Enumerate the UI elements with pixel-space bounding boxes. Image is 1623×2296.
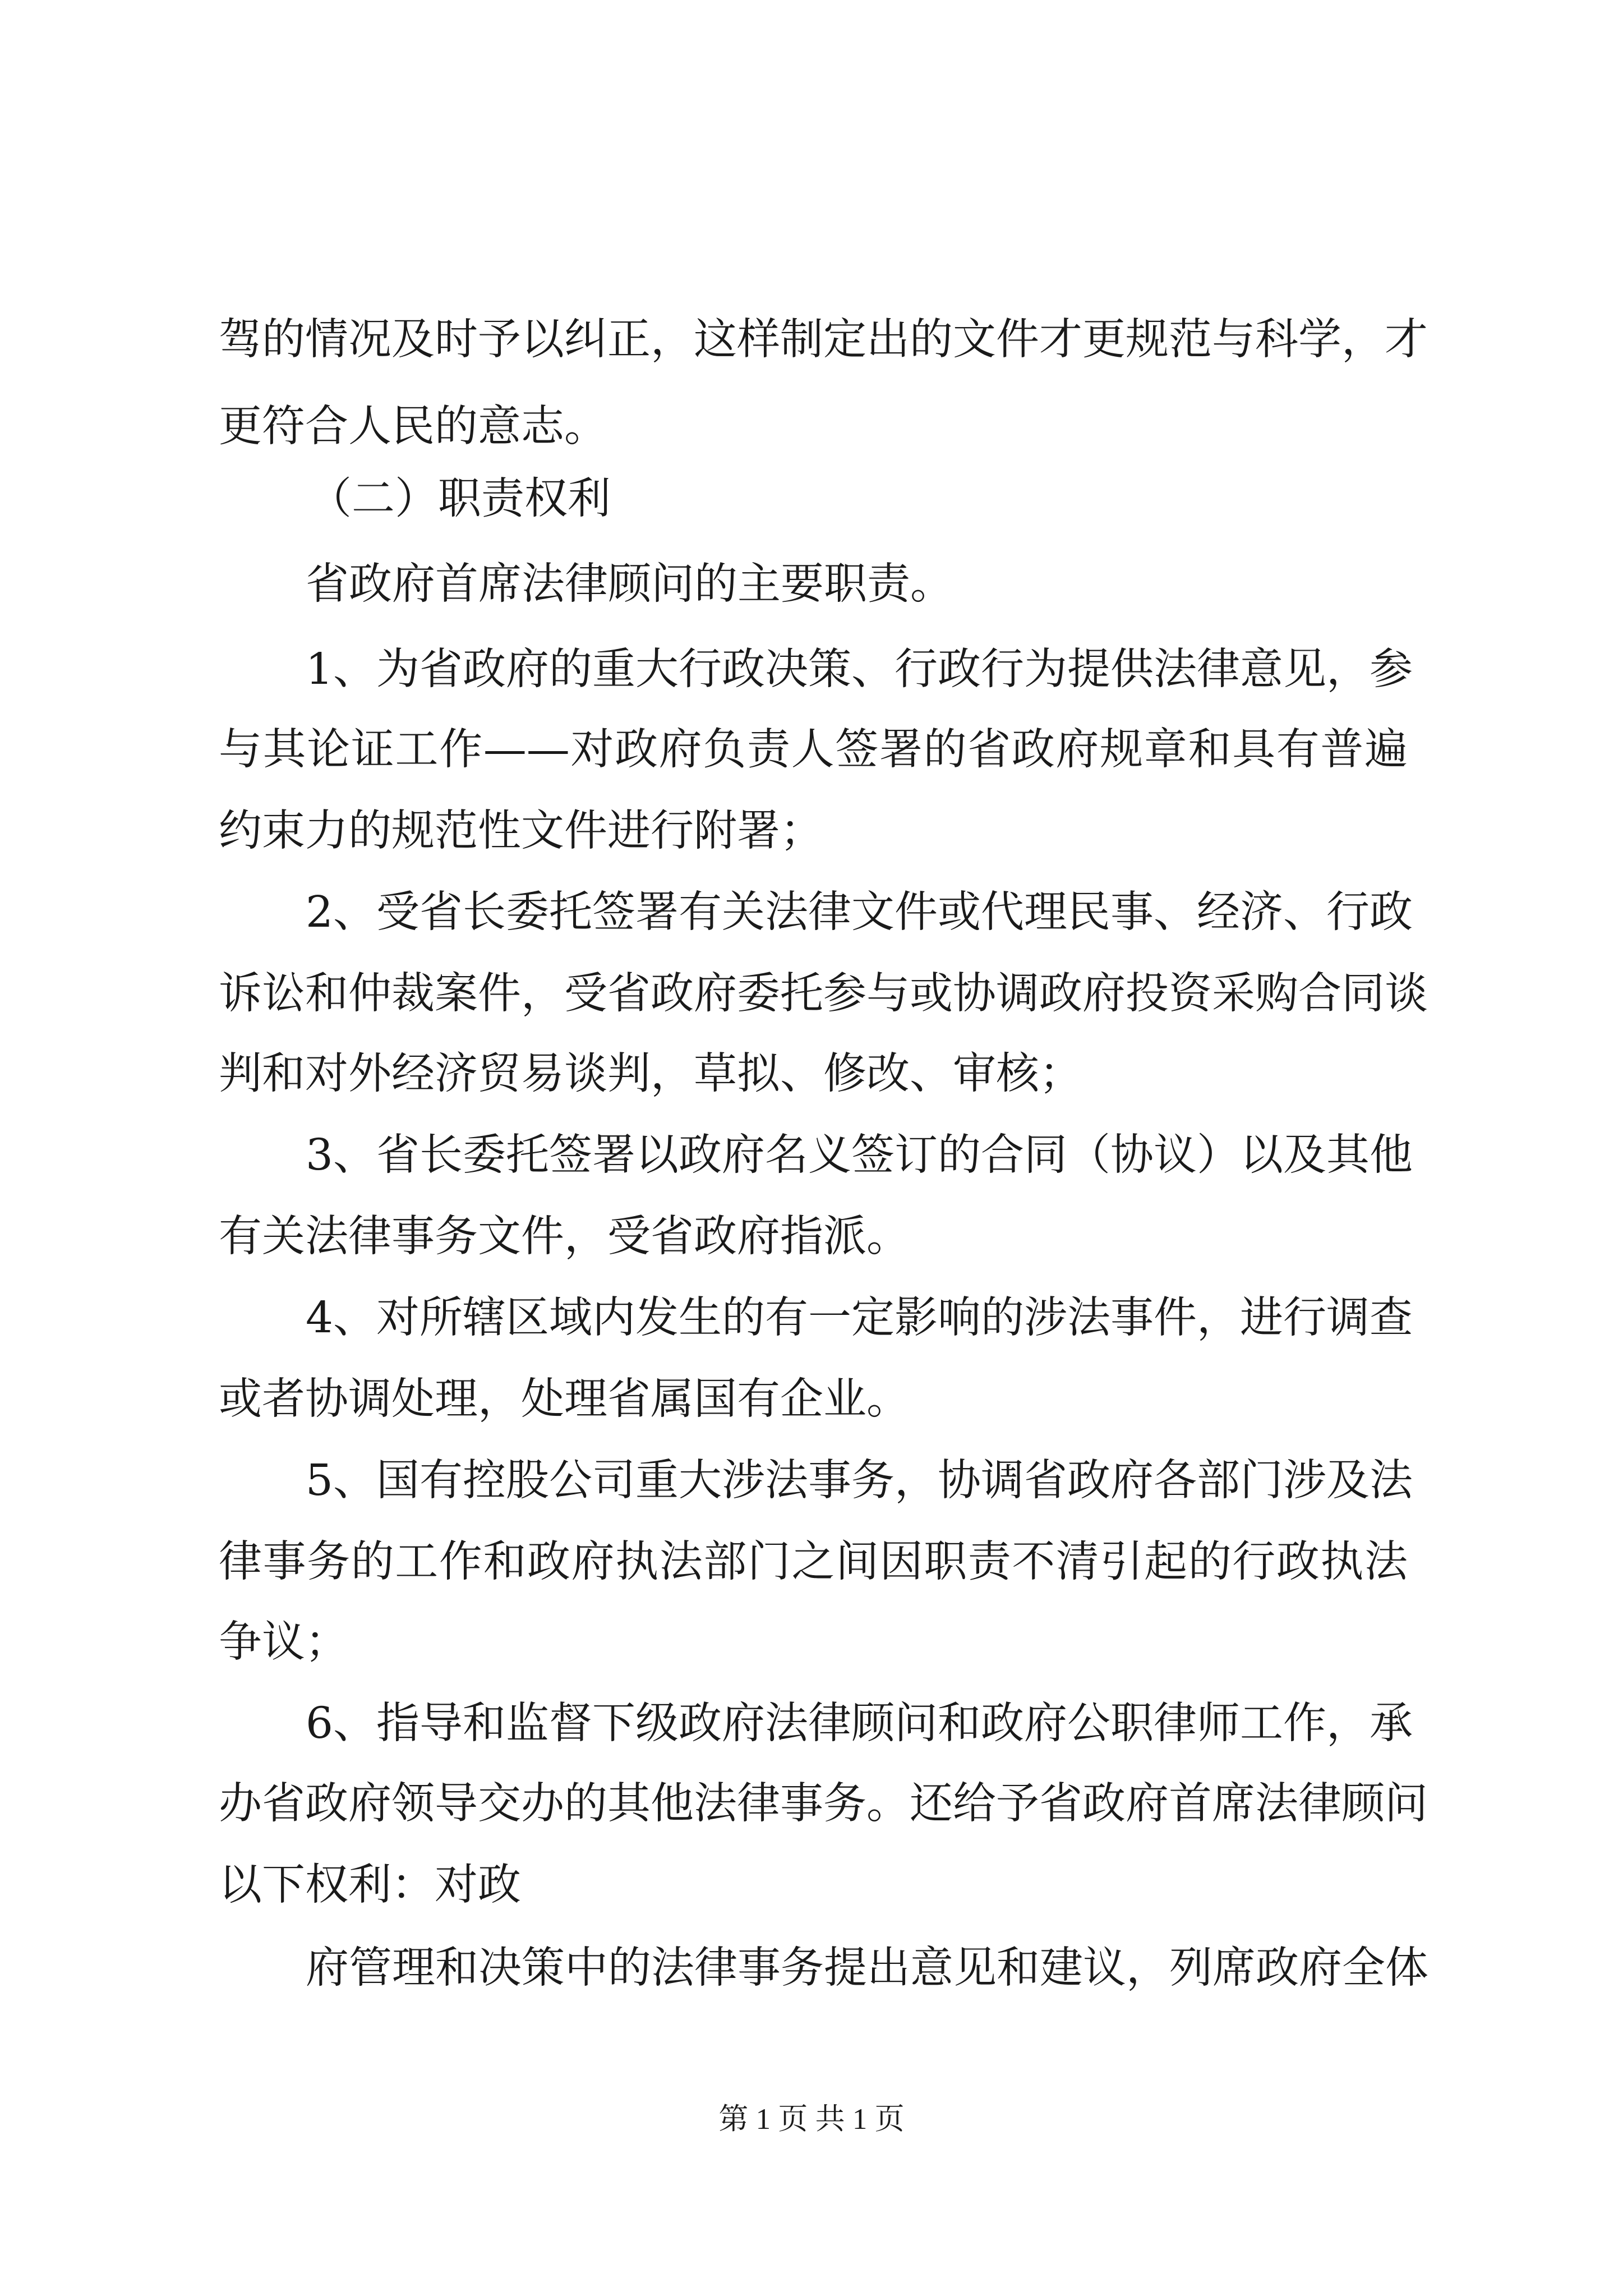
body-text-line: 与其论证工作——对政府负责人签署的省政府规章和具有普遍 xyxy=(219,725,1408,775)
body-text-line: 以下权利：对政 xyxy=(219,1860,521,1910)
body-text-line: 有关法律事务文件，受省政府指派。 xyxy=(219,1212,910,1262)
list-item-line: 5、国有控股公司重大涉法事务，协调省政府各部门涉及法 xyxy=(306,1456,1413,1506)
body-text-line: 办省政府领导交办的其他法律事务。还给予省政府首席法律顾问 xyxy=(219,1779,1428,1829)
body-text-line: 更符合人民的意志。 xyxy=(219,402,607,452)
list-item-line: 1、为省政府的重大行政决策、行政行为提供法律意见，参 xyxy=(306,645,1413,694)
body-text-line: 驾的情况及时予以纠正，这样制定出的文件才更规范与科学，才 xyxy=(219,315,1428,365)
list-item-line: 2、受省长委托签署有关法律文件或代理民事、经济、行政 xyxy=(306,887,1413,937)
list-item-line: 3、省长委托签署以政府名义签订的合同（协议）以及其他 xyxy=(306,1130,1413,1180)
body-text-line: 或者协调处理，处理省属国有企业。 xyxy=(219,1374,910,1424)
body-text-line: 诉讼和仲裁案件，受省政府委托参与或协调政府投资采购合同谈 xyxy=(219,969,1428,1019)
list-item-line: 6、指导和监督下级政府法律顾问和政府公职律师工作，承 xyxy=(306,1699,1413,1749)
body-text-line: 约束力的规范性文件进行附署； xyxy=(219,806,823,856)
body-text-line: 省政府首席法律顾问的主要职责。 xyxy=(306,559,953,609)
page-number-footer: 第 1 页 共 1 页 xyxy=(718,2103,905,2136)
body-text-line: 争议； xyxy=(219,1617,348,1667)
body-text-line: 律事务的工作和政府执法部门之间因职责不清引起的行政执法 xyxy=(219,1537,1408,1587)
body-text-line: 府管理和决策中的法律事务提出意见和建议，列席政府全体 xyxy=(306,1943,1428,1993)
section-heading: （二）职责权利 xyxy=(308,474,611,524)
body-text-line: 判和对外经济贸易谈判，草拟、修改、审核； xyxy=(219,1049,1082,1099)
list-item-line: 4、对所辖区域内发生的有一定影响的涉法事件，进行调查 xyxy=(306,1293,1413,1343)
